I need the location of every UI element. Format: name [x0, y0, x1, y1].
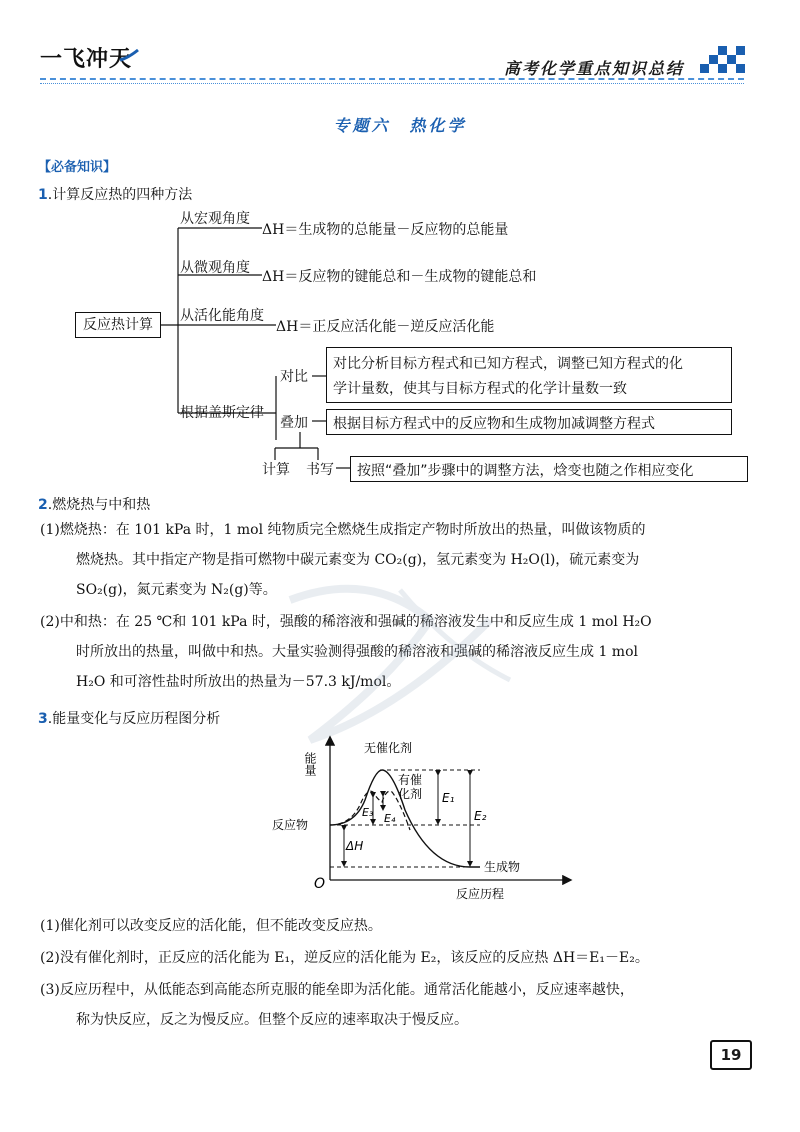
section-tag: 【必备知识】 [38, 160, 117, 175]
page-number: 19 [710, 1040, 752, 1070]
tree-root-box: 反应热计算 [75, 312, 161, 338]
section-3-heading [38, 708, 220, 728]
note-3-line-2: 称为快反应，反之为慢反应。但整个反应的速率取决于慢反应。 [76, 1012, 468, 1028]
step-compare-text-2: 学计量数，使其与目标方程式的化学计量数一致 [333, 381, 627, 397]
section-2-title: .燃烧热与中和热 [47, 497, 151, 513]
section-2-number: 2 [38, 497, 48, 513]
product-label: 生成物 [484, 860, 521, 874]
neutralization-heat-line-1: (2)中和热：在 25 ℃和 101 kPa 时，强酸的稀溶液和强碱的稀溶液发生中和反应生成 1 mol H₂O [40, 614, 652, 630]
section-2-heading [38, 494, 150, 514]
x-axis-label: 反应历程 [456, 887, 505, 900]
e4-label: E₄ [384, 812, 396, 825]
energy-profile-diagram [270, 730, 590, 900]
section-1-title: .计算反应热的四种方法 [47, 187, 193, 203]
section-3-title: .能量变化与反应历程图分析 [47, 711, 221, 727]
branch-activation-label: 从活化能角度 [180, 308, 264, 324]
branch-micro-label: 从微观角度 [180, 260, 250, 276]
branch-activation-formula: ΔH＝正反应活化能－逆反应活化能 [276, 319, 495, 335]
step-write-label: 书写 [306, 462, 334, 478]
neutralization-heat-line-2: 时所放出的热量，叫做中和热。大量实验测得强酸的稀溶液和强碱的稀溶液反应生成 1 mol [76, 644, 638, 660]
combustion-heat-line-2: 燃烧热。其中指定产物是指可燃物中碳元素变为 CO₂(g)，氢元素变为 H₂O(l)，硫元素变为 [76, 552, 640, 568]
step-calc-label: 计算 [262, 462, 290, 478]
step-write-text: 按照“叠加”步骤中的调整方法，焓变也随之作相应变化 [357, 463, 694, 479]
origin-label: O [314, 876, 326, 892]
no-catalyst-label: 无催化剂 [364, 741, 413, 755]
delta-h-label: ΔH [346, 839, 364, 853]
section-1-number: 1 [38, 187, 48, 203]
neutralization-heat-line-3: H₂O 和可溶性盐时所放出的热量为－57.3 kJ/mol。 [76, 674, 401, 690]
combustion-heat-line-3: SO₂(g)，氮元素变为 N₂(g)等。 [76, 582, 277, 598]
note-3-line-1: (3)反应历程中，从低能态到高能态所克服的能垒即为活化能。通常活化能越小，反应速率越快， [40, 982, 634, 998]
topic-title: 专题六 热化学 [333, 116, 467, 135]
y-axis-label: 能量 [303, 752, 317, 776]
e2-label: E₂ [474, 809, 487, 823]
catalyst-label-2: 化剂 [398, 787, 423, 801]
step-overlay-text: 根据目标方程式中的反应物和生成物加减调整方程式 [333, 416, 655, 432]
step-overlay-label: 叠加 [280, 415, 308, 431]
step-overlay-box [326, 409, 732, 435]
step-write-box [350, 456, 748, 482]
reactant-label: 反应物 [272, 818, 309, 832]
e1-label: E₁ [442, 791, 455, 805]
branch-micro-formula: ΔH＝反应物的键能总和－生成物的键能总和 [262, 269, 537, 285]
combustion-heat-line-1: (1)燃烧热：在 101 kPa 时，1 mol 纯物质完全燃烧生成指定产物时所放出的热量，叫做该物质的 [40, 522, 646, 538]
branch-hess-label: 根据盖斯定律 [180, 405, 264, 421]
catalyst-label-1: 有催 [398, 773, 423, 787]
branch-macro-label: 从宏观角度 [180, 211, 250, 227]
e3-label: E₃ [362, 806, 374, 819]
step-compare-text-1: 对比分析目标方程式和已知方程式，调整已知方程式的化 [333, 356, 683, 372]
step-compare-label: 对比 [280, 369, 308, 385]
header-title: 高考化学重点知识总结 [504, 59, 685, 78]
step-compare-box [326, 347, 732, 403]
brand-logo-text: 一飞冲天 [40, 47, 133, 72]
note-2: (2)没有催化剂时，正反应的活化能为 E₁，逆反应的活化能为 E₂，该反应的反应热 ΔH＝E₁－E₂。 [40, 950, 649, 966]
branch-macro-formula: ΔH＝生成物的总能量－反应物的总能量 [262, 222, 509, 238]
section-3-number: 3 [38, 711, 48, 727]
note-1: (1)催化剂可以改变反应的活化能，但不能改变反应热。 [40, 918, 382, 934]
